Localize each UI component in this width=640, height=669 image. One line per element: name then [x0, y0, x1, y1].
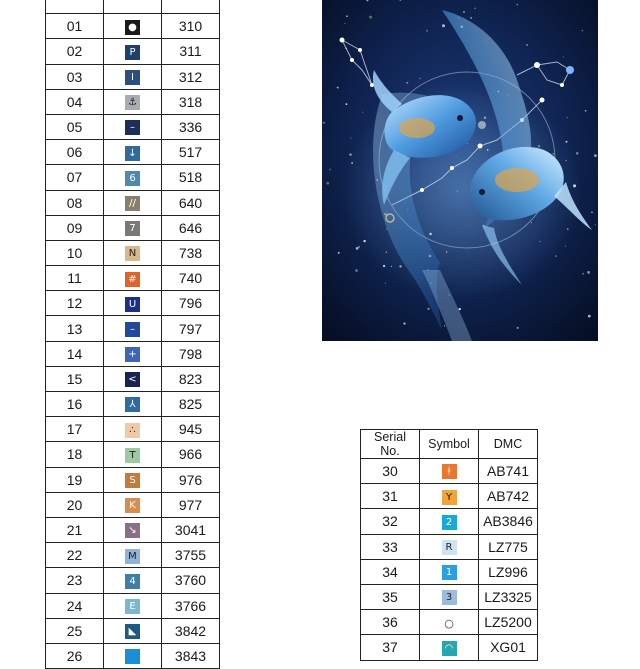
color-swatch: #: [125, 272, 140, 287]
star: [427, 308, 429, 310]
color-swatch: M: [125, 549, 140, 564]
symbol-cell: [420, 584, 479, 609]
star: [459, 308, 461, 310]
color-swatch: I: [125, 70, 140, 85]
dmc-cell: 310: [162, 14, 220, 39]
dmc-cell: 825: [162, 392, 220, 417]
serial-cell: 04: [46, 89, 104, 114]
serial-cell: 16: [46, 392, 104, 417]
symbol-cell: [104, 643, 162, 668]
table-row: [46, 643, 220, 668]
table-row: [46, 0, 220, 14]
symbol-cell: [104, 543, 162, 568]
star: [355, 269, 358, 272]
table-row: [46, 39, 220, 64]
symbol-cell: [104, 593, 162, 618]
symbol-cell: [104, 14, 162, 39]
serial-cell: 07: [46, 165, 104, 190]
symbol-cell: [104, 140, 162, 165]
star: [563, 57, 564, 58]
serial-cell: 08: [46, 190, 104, 215]
header-symbol: Symbol: [420, 430, 479, 459]
dmc-cell: 798: [162, 341, 220, 366]
table-row: [46, 492, 220, 517]
table-row: [46, 593, 220, 618]
color-swatch: S: [125, 473, 140, 488]
star: [356, 247, 359, 250]
serial-cell: 20: [46, 492, 104, 517]
star: [585, 110, 587, 112]
symbol-cell: [104, 568, 162, 593]
symbol-cell: [420, 610, 479, 635]
serial-cell: 14: [46, 341, 104, 366]
color-legend-table-left: [45, 0, 220, 669]
color-swatch: ⅄: [125, 397, 140, 412]
color-swatch: P: [125, 45, 140, 60]
dmc-cell: 797: [162, 316, 220, 341]
color-swatch: ○: [444, 616, 454, 630]
table-row: [361, 509, 538, 534]
symbol-cell: [104, 467, 162, 492]
star: [329, 169, 331, 171]
table-row: [46, 266, 220, 291]
symbol-cell: [104, 0, 162, 14]
symbol-cell: [104, 240, 162, 265]
table-row: [46, 568, 220, 593]
serial-cell: 21: [46, 517, 104, 542]
dmc-cell: 976: [162, 467, 220, 492]
header-dmc: DMC: [479, 430, 538, 459]
serial-cell: 23: [46, 568, 104, 593]
symbol-cell: [104, 316, 162, 341]
serial-cell: 32: [361, 509, 420, 534]
dmc-cell: 640: [162, 190, 220, 215]
color-swatch: +: [125, 347, 140, 362]
symbol-cell: [104, 442, 162, 467]
dmc-cell: 312: [162, 64, 220, 89]
dmc-cell: 796: [162, 291, 220, 316]
dmc-cell: 945: [162, 417, 220, 442]
color-swatch: –: [125, 322, 140, 337]
symbol-cell: [104, 341, 162, 366]
dmc-cell: 646: [162, 215, 220, 240]
serial-cell: [46, 0, 104, 14]
symbol-cell: [104, 114, 162, 139]
serial-cell: 15: [46, 366, 104, 391]
dmc-cell: 823: [162, 366, 220, 391]
star: [517, 327, 519, 329]
star: [369, 16, 372, 19]
symbol-cell: [104, 517, 162, 542]
dmc-cell: 3755: [162, 543, 220, 568]
dmc-cell: 3041: [162, 517, 220, 542]
symbol-cell: [104, 492, 162, 517]
star: [406, 82, 408, 84]
serial-cell: 17: [46, 417, 104, 442]
color-swatch: <: [125, 372, 140, 387]
serial-cell: 10: [46, 240, 104, 265]
dmc-cell: XG01: [479, 635, 538, 660]
symbol-cell: [104, 64, 162, 89]
table-row: [46, 240, 220, 265]
star: [474, 7, 476, 9]
symbol-cell: [420, 484, 479, 509]
serial-cell: 11: [46, 266, 104, 291]
serial-cell: 01: [46, 14, 104, 39]
star: [419, 78, 420, 79]
serial-cell: 18: [46, 442, 104, 467]
star: [595, 224, 596, 225]
serial-cell: 09: [46, 215, 104, 240]
color-swatch: U: [125, 297, 140, 312]
table-row: [46, 64, 220, 89]
color-swatch: 3: [442, 590, 457, 605]
dmc-cell: 740: [162, 266, 220, 291]
symbol-cell: [104, 190, 162, 215]
symbol-cell: [420, 509, 479, 534]
color-swatch: ◠: [442, 641, 457, 656]
star: [362, 112, 363, 113]
star: [426, 30, 428, 32]
table-row: [361, 635, 538, 660]
dmc-cell: 3766: [162, 593, 220, 618]
star: [338, 252, 340, 254]
color-swatch: ᚼ: [442, 464, 457, 479]
star: [346, 103, 348, 105]
serial-cell: 37: [361, 635, 420, 660]
symbol-cell: [104, 266, 162, 291]
serial-cell: 34: [361, 559, 420, 584]
star: [591, 212, 592, 213]
table-row: [361, 534, 538, 559]
table-row: [46, 140, 220, 165]
dmc-cell: 318: [162, 89, 220, 114]
table-row: [46, 89, 220, 114]
star: [344, 23, 345, 24]
color-swatch: N: [125, 246, 140, 261]
dmc-cell: 3843: [162, 643, 220, 668]
serial-cell: 02: [46, 39, 104, 64]
color-swatch: ⚓: [125, 95, 140, 110]
serial-cell: 13: [46, 316, 104, 341]
star: [337, 87, 339, 89]
symbol-cell: [104, 291, 162, 316]
table-row: [46, 215, 220, 240]
color-swatch: E: [125, 599, 140, 614]
dmc-cell: 3842: [162, 618, 220, 643]
star: [385, 283, 386, 284]
star: [470, 17, 472, 19]
pisces-artwork: [322, 0, 598, 341]
table-row: [46, 114, 220, 139]
serial-cell: 26: [46, 643, 104, 668]
star: [350, 137, 351, 138]
symbol-cell: [104, 39, 162, 64]
table-row: [46, 467, 220, 492]
serial-cell: 05: [46, 114, 104, 139]
serial-cell: 03: [46, 64, 104, 89]
star: [526, 44, 527, 45]
symbol-cell: [104, 165, 162, 190]
table-row: [46, 341, 220, 366]
symbol-cell: [104, 215, 162, 240]
table-row: [361, 484, 538, 509]
color-swatch: ●: [125, 20, 140, 35]
color-swatch: 6: [125, 171, 140, 186]
color-swatch: ◣: [125, 624, 140, 639]
serial-cell: 19: [46, 467, 104, 492]
serial-cell: 35: [361, 584, 420, 609]
dmc-cell: AB741: [479, 459, 538, 484]
table-row: [46, 543, 220, 568]
serial-cell: 30: [361, 459, 420, 484]
star: [323, 122, 325, 124]
star: [576, 152, 579, 155]
dmc-cell: AB742: [479, 484, 538, 509]
star: [444, 325, 445, 326]
star: [403, 323, 405, 325]
color-swatch: 7: [125, 221, 140, 236]
dmc-cell: 336: [162, 114, 220, 139]
table-row: [46, 417, 220, 442]
dmc-cell: LZ775: [479, 534, 538, 559]
color-swatch: R: [442, 540, 457, 555]
star: [587, 271, 590, 274]
table-row: [361, 584, 538, 609]
table-row: [46, 517, 220, 542]
dmc-cell: 518: [162, 165, 220, 190]
table-row: [46, 392, 220, 417]
table-row: [361, 610, 538, 635]
dmc-cell: 738: [162, 240, 220, 265]
table-header-row: [361, 430, 538, 459]
star: [588, 315, 591, 318]
dmc-cell: 977: [162, 492, 220, 517]
table-row: [46, 190, 220, 215]
dmc-cell: AB3846: [479, 509, 538, 534]
dmc-cell: LZ3325: [479, 584, 538, 609]
table-row: [46, 366, 220, 391]
star: [463, 11, 465, 13]
symbol-cell: [420, 534, 479, 559]
header-serial: Serial No.: [361, 430, 420, 459]
table-row: [361, 459, 538, 484]
symbol-cell: [420, 559, 479, 584]
star: [517, 4, 518, 5]
color-swatch: –: [125, 120, 140, 135]
dmc-cell: LZ996: [479, 559, 538, 584]
star: [594, 154, 597, 157]
table-row: [46, 442, 220, 467]
serial-cell: 33: [361, 534, 420, 559]
star: [582, 273, 584, 275]
table-row: [46, 316, 220, 341]
color-swatch: 2: [442, 515, 457, 530]
dmc-cell: [162, 0, 220, 14]
serial-cell: 22: [46, 543, 104, 568]
serial-cell: 25: [46, 618, 104, 643]
color-swatch: ↓: [125, 146, 140, 161]
star: [326, 182, 329, 185]
serial-cell: 31: [361, 484, 420, 509]
symbol-cell: [104, 417, 162, 442]
color-swatch: Y: [442, 490, 457, 505]
star: [582, 30, 584, 32]
symbol-cell: [104, 392, 162, 417]
symbol-cell: [420, 635, 479, 660]
serial-cell: 24: [46, 593, 104, 618]
color-legend-table-right: [360, 429, 538, 661]
serial-cell: 12: [46, 291, 104, 316]
color-swatch: T: [125, 448, 140, 463]
color-swatch: ↘: [125, 523, 140, 538]
color-swatch: [125, 649, 140, 664]
color-swatch: K: [125, 498, 140, 513]
dmc-cell: 311: [162, 39, 220, 64]
symbol-cell: [420, 459, 479, 484]
table-row: [46, 291, 220, 316]
serial-cell: 36: [361, 610, 420, 635]
symbol-cell: [104, 366, 162, 391]
star: [346, 15, 348, 17]
dmc-cell: LZ5200: [479, 610, 538, 635]
table-row: [361, 559, 538, 584]
symbol-cell: [104, 89, 162, 114]
table-row: [46, 14, 220, 39]
color-swatch: 1: [442, 565, 457, 580]
color-swatch: 4: [125, 574, 140, 589]
dmc-cell: 517: [162, 140, 220, 165]
star: [567, 117, 568, 118]
star: [442, 24, 445, 27]
color-swatch: //: [125, 196, 140, 211]
serial-cell: 06: [46, 140, 104, 165]
color-swatch: ∴: [125, 423, 140, 438]
dmc-cell: 966: [162, 442, 220, 467]
table-row: [46, 165, 220, 190]
dmc-cell: 3760: [162, 568, 220, 593]
